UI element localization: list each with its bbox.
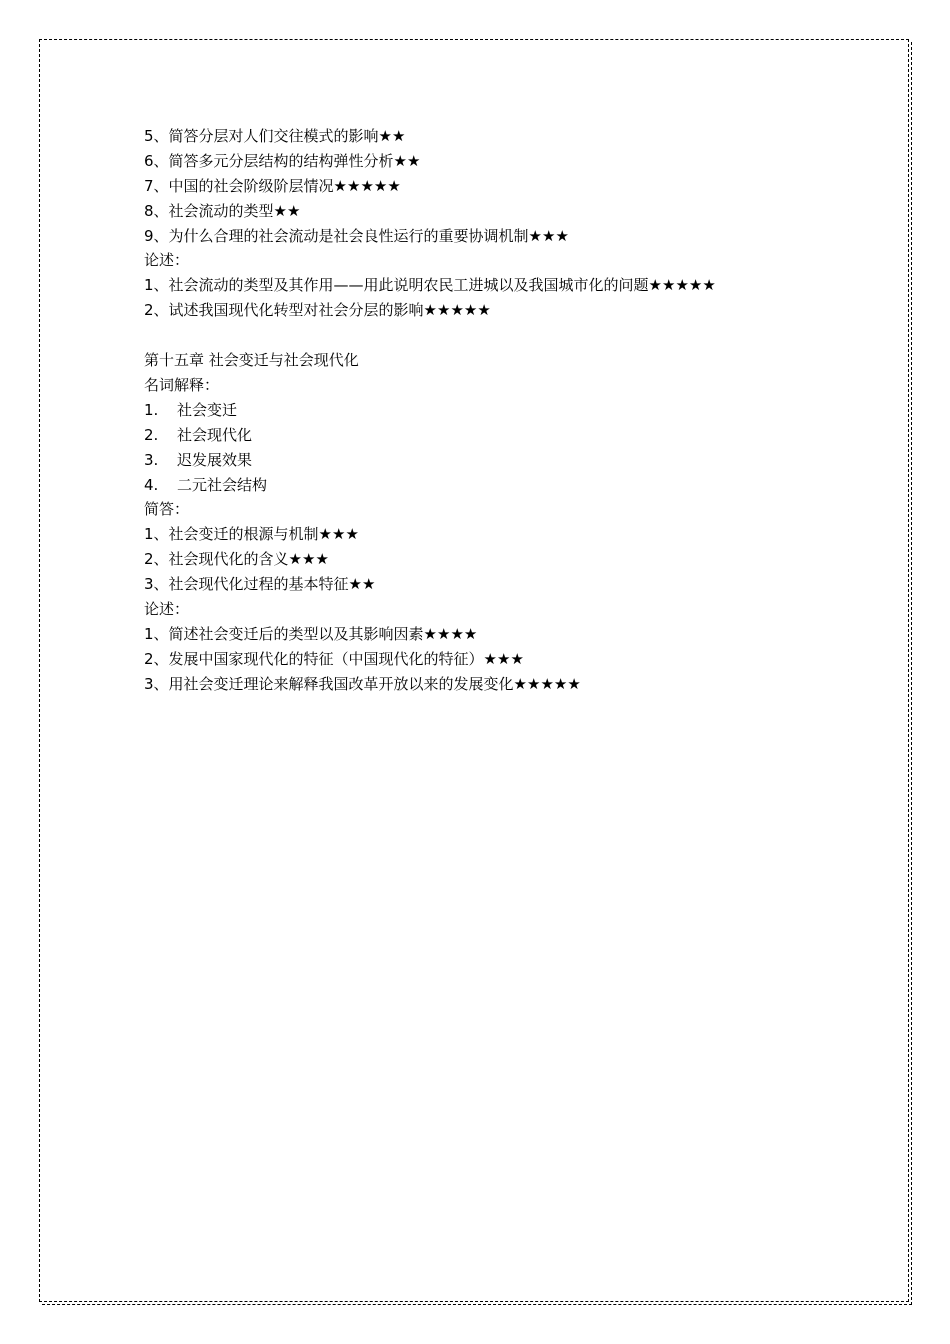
list-item: 9、为什么合理的社会流动是社会良性运行的重要协调机制★★★	[144, 226, 569, 245]
list-item: 8、社会流动的类型★★	[144, 201, 301, 220]
list-item: 2、发展中国家现代化的特征（中国现代化的特征）★★★	[144, 649, 524, 668]
term-item	[144, 448, 884, 473]
term-text: 迟发展效果	[177, 450, 253, 469]
term-number: 2.	[144, 425, 159, 444]
list-item: 3、社会现代化过程的基本特征★★	[144, 575, 376, 594]
term-number: 1.	[144, 400, 159, 419]
list-item: 3、用社会变迁理论来解释我国改革开放以来的发展变化★★★★★	[144, 674, 581, 693]
list-item: 1、简述社会变迁后的类型以及其影响因素★★★★	[144, 624, 478, 643]
chapter15-essay-list	[144, 622, 884, 697]
term-number: 3.	[144, 450, 159, 469]
terms-list	[144, 398, 884, 498]
chapter-title: 第十五章 社会变迁与社会现代化	[144, 351, 359, 370]
chapter14-short-answer-list	[144, 124, 884, 248]
list-item: 2、社会现代化的含义★★★	[144, 550, 329, 569]
term-item	[144, 473, 884, 498]
term-item	[144, 398, 884, 423]
list-item: 6、简答多元分层结构的结构弹性分析★★	[144, 151, 421, 170]
list-item: 1、社会流动的类型及其作用——用此说明农民工进城以及我国城市化的问题★★★★★	[144, 276, 716, 295]
list-item: 1、社会变迁的根源与机制★★★	[144, 525, 359, 544]
essay-heading: 论述：	[144, 251, 190, 270]
list-item: 5、简答分层对人们交往模式的影响★★	[144, 127, 406, 145]
term-text: 社会变迁	[177, 400, 238, 419]
term-text: 二元社会结构	[177, 475, 268, 494]
short-answer-heading: 简答：	[144, 500, 190, 519]
chapter15-short-answer-list	[144, 522, 884, 597]
term-item	[144, 423, 884, 448]
essay-heading: 论述：	[144, 600, 190, 619]
document-body	[144, 124, 884, 697]
chapter14-essay-list	[144, 273, 884, 323]
list-item: 7、中国的社会阶级阶层情况★★★★★	[144, 176, 401, 195]
term-text: 社会现代化	[177, 425, 253, 444]
list-item: 2、试述我国现代化转型对社会分层的影响★★★★★	[144, 301, 491, 320]
term-number: 4.	[144, 475, 159, 494]
section-spacer	[144, 323, 884, 348]
terms-heading: 名词解释：	[144, 376, 220, 395]
